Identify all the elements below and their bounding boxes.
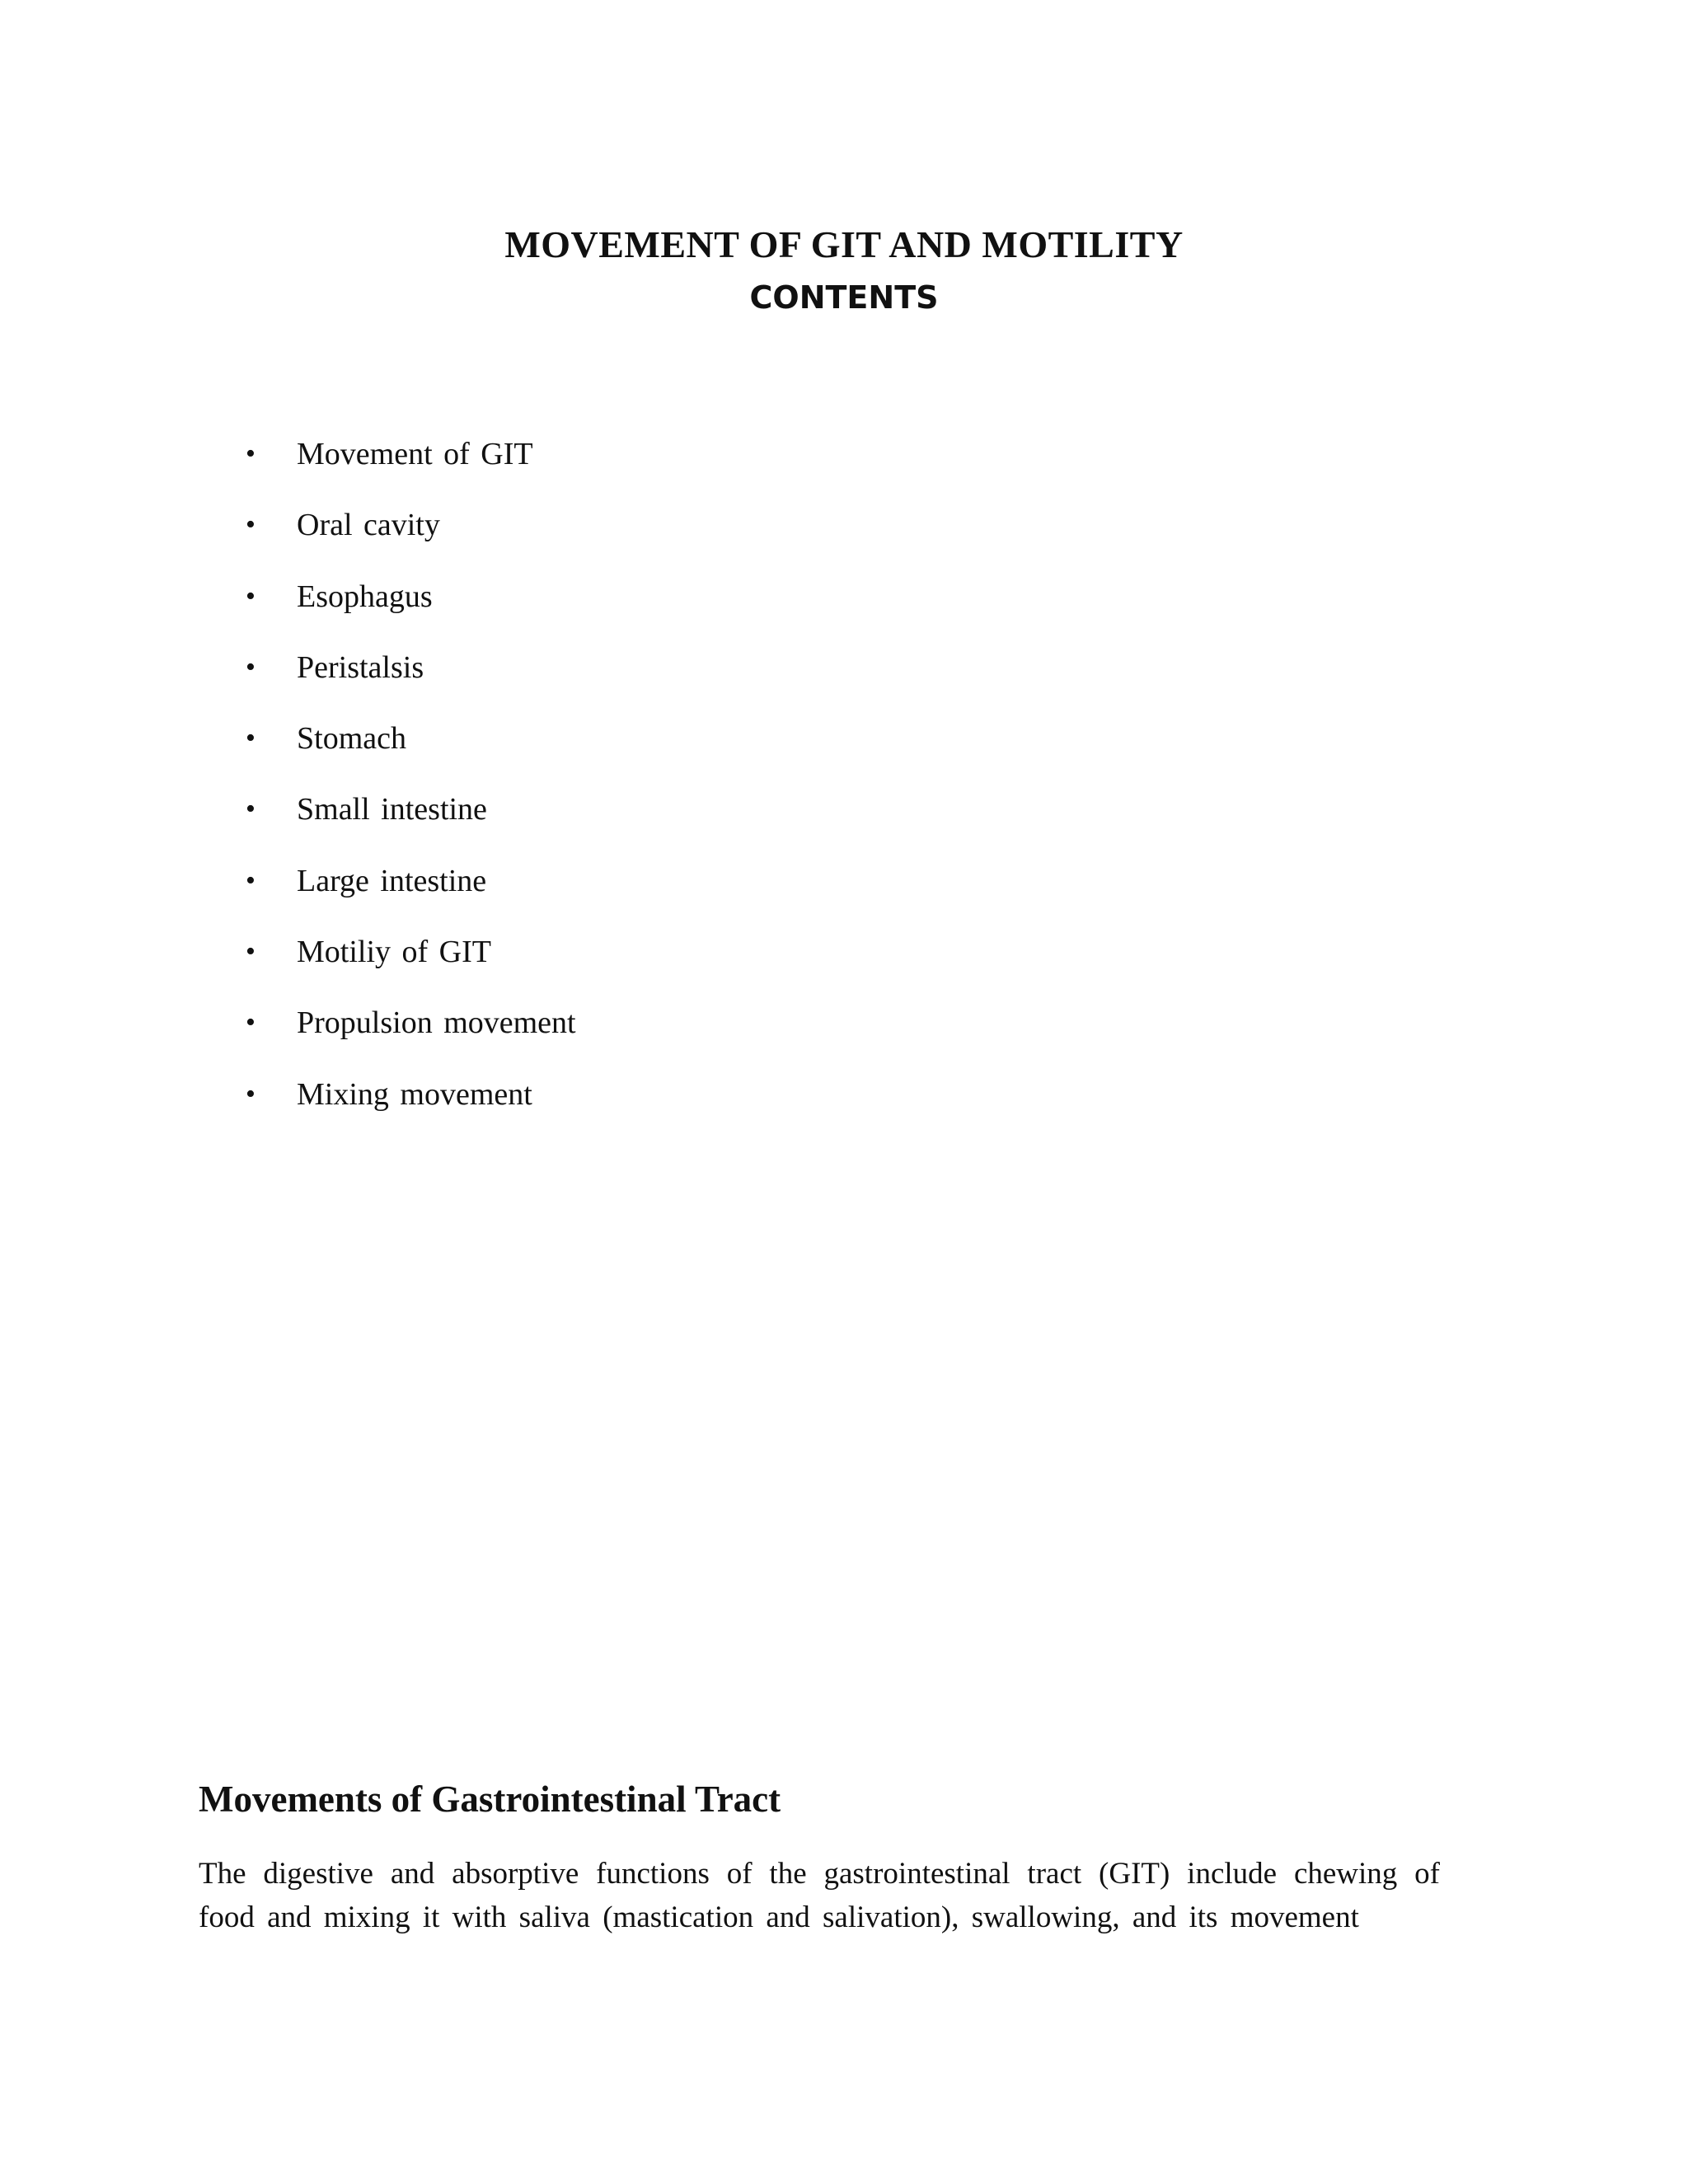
document-title: MOVEMENT OF GIT AND MOTILITY xyxy=(504,223,1184,265)
list-item-label: Propulsion movement xyxy=(297,1005,576,1041)
list-item-label: Oral cavity xyxy=(297,508,440,543)
list-item-label: Mixing movement xyxy=(297,1076,532,1112)
section-heading: Movements of Gastrointestinal Tract xyxy=(199,1779,781,1820)
bullet-icon: • xyxy=(246,651,256,682)
bullet-icon: • xyxy=(246,1078,256,1109)
body-paragraph: The digestive and absorptive functions of the gastrointestinal tract (GIT) include chewing of food and mixing it with saliva (mastication and salivation), swallowing, and its movement xyxy=(199,1857,1440,1934)
bullet-icon: • xyxy=(246,438,256,469)
list-item-label: Motiliy of GIT xyxy=(297,935,491,970)
list-item-label: Stomach xyxy=(297,721,406,757)
bullet-icon: • xyxy=(246,865,256,896)
contents-heading: CONTENTS xyxy=(749,279,939,316)
bullet-icon: • xyxy=(246,1007,256,1038)
bullet-icon: • xyxy=(246,723,256,754)
list-item-label: Peristalsis xyxy=(297,649,424,685)
list-item-label: Small intestine xyxy=(297,792,487,827)
bullet-icon: • xyxy=(246,794,256,825)
list-item-label: Esophagus xyxy=(297,579,433,614)
list-item-label: Movement of GIT xyxy=(297,437,533,471)
bullet-icon: • xyxy=(246,936,256,968)
list-item-label: Large intestine xyxy=(297,863,487,898)
bullet-icon: • xyxy=(246,509,256,541)
bullet-icon: • xyxy=(246,580,256,612)
